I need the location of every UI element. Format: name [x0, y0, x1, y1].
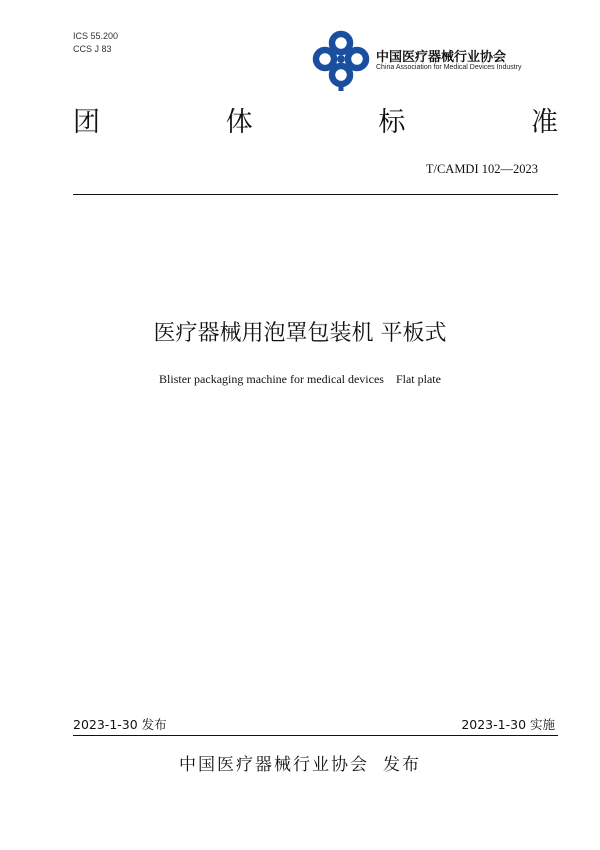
classification-codes	[73, 30, 118, 56]
issue-action: 发布	[383, 755, 421, 775]
standard-type-heading	[73, 105, 558, 141]
issuing-organization: 中国医疗器械行业协会	[179, 755, 369, 775]
bottom-divider	[73, 735, 558, 736]
ccs-code: CCS J 83	[73, 44, 112, 54]
standard-type-char: 准	[530, 107, 558, 138]
release-date: 2023-1-30 发布	[73, 717, 167, 732]
standard-type-char: 标	[378, 107, 406, 138]
standard-type-char: 团	[73, 107, 100, 138]
document-title-chinese: 医疗器械用泡罩包装机 平板式	[153, 321, 447, 346]
document-title-english: Blister packaging machine for medical devices Flat plate	[159, 372, 441, 386]
standard-number: T/CAMDI 102—2023	[425, 162, 538, 176]
issuer-line	[0, 750, 600, 775]
association-name-chinese: 中国医疗器械行业协会	[376, 50, 507, 65]
standard-type-char: 体	[225, 107, 253, 138]
implementation-date: 2023-1-30 实施	[461, 717, 555, 732]
association-name-english: China Association for Medical Devices Industry	[376, 64, 522, 71]
association-logo	[312, 29, 542, 91]
top-divider	[73, 194, 558, 195]
association-emblem-icon	[312, 29, 370, 91]
ics-code: ICS 55.200	[73, 31, 119, 41]
